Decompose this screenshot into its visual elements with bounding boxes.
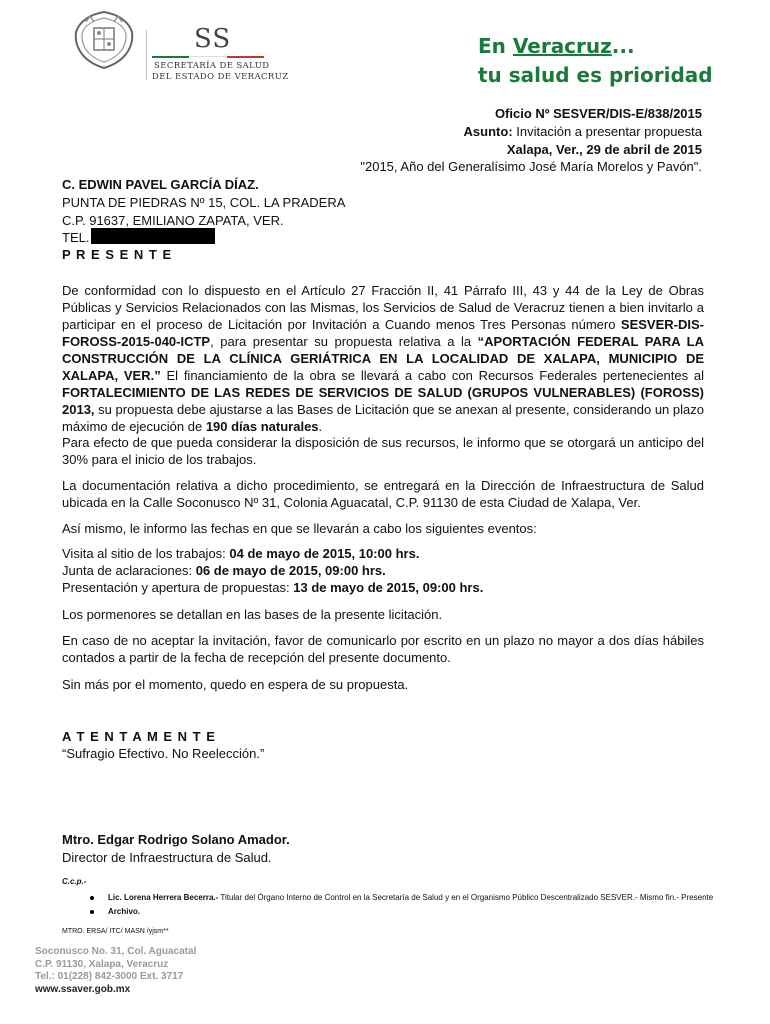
paragraph-1 xyxy=(62,282,704,435)
recipient-tel: TEL. xyxy=(62,230,90,245)
p1-d: su propuesta debe ajustarse a las Bases de Licitación que se anexan al presente, considerando un plazo máximo de ejecución de xyxy=(62,402,704,434)
p1-fondo: FORTALECIMIENTO DE LAS REDES DE SERVICIOS DE SALUD (GRUPOS VULNERABLES) (FOROSS) 2013, xyxy=(62,385,704,417)
bullet-icon xyxy=(90,910,94,914)
p1-c: El financiamiento de la obra se llevará a cabo con Recursos Federales pertenecientes al xyxy=(160,368,704,383)
tricolor-bar xyxy=(152,56,264,58)
recipient-name: C. EDWIN PAVEL GARCÍA DÍAZ. xyxy=(62,177,259,192)
asunto-label: Asunto: xyxy=(463,124,513,139)
slogan-line2: tu salud es prioridad xyxy=(478,63,713,87)
presente: P R E S E N T E xyxy=(62,247,173,262)
asunto xyxy=(464,124,702,139)
initials: MTRO. ERSA/ ITC/ MASN /yjsm** xyxy=(62,928,169,935)
year-legend: "2015, Año del Generalísimo José María Morelos y Pavón". xyxy=(360,159,702,174)
recipient-address1: PUNTA DE PIEDRAS Nº 15, COL. LA PRADERA xyxy=(62,195,346,210)
event-1 xyxy=(62,546,419,561)
paragraph-7: Sin más por el momento, quedo en espera de su propuesta. xyxy=(62,677,409,692)
event-1-value: 04 de mayo de 2015, 10:00 hrs. xyxy=(229,546,420,561)
redaction-block xyxy=(91,228,215,244)
footer-phone: Tel.: 01(228) 842-3000 Ext. 3717 xyxy=(35,971,184,982)
paragraph-5: Los pormenores se detallan en las bases de la presente licitación. xyxy=(62,607,443,622)
paragraph-4: Así mismo, le informo las fechas en que se llevarán a cabo los siguientes eventos: xyxy=(62,521,537,536)
event-1-label: Visita al sitio de los trabajos: xyxy=(62,546,230,561)
p1-number: SESVER-DIS-FOROSS-2015-040-ICTP xyxy=(62,317,704,349)
paragraph-3: La documentación relativa a dicho procedimiento, se entregará en la Dirección de Infraestructura de Salud ubicada en la Calle Soconusco Nº 31, Colonia Aguacatal, C.P. 91130 de esta Ciudad de Xalapa, Ver. xyxy=(62,478,704,510)
slogan-veracruz: Veracruz xyxy=(512,34,612,58)
ccp-item-1-name: Lic. Lorena Herrera Becerra.- xyxy=(108,893,219,902)
footer-address1: Soconusco No. 31, Col. Aguacatal xyxy=(35,946,197,957)
paragraph-6: En caso de no aceptar la invitación, favor de comunicarlo por escrito en un plazo no mayor a dos días hábiles contados a partir de la fecha de recepción del presente documento. xyxy=(62,633,704,665)
ccp-label: C.c.p.- xyxy=(62,877,87,886)
slogan-suffix: ... xyxy=(611,34,635,58)
event-3-label: Presentación y apertura de propuestas: xyxy=(62,580,294,595)
ccp-item-1 xyxy=(90,893,713,902)
p1-a: De conformidad con lo dispuesto en el Artículo 27 Fracción II, 41 Párrafo III, 43 y 44 de la Ley de Obras Públicas y Servicios Relacionados con las Mismas, los Servicios de Salud de Veracruz tienen a bien invitarlo a participar en el proceso de Licitación por Invitación a Cuando menos Tres Personas número xyxy=(62,283,704,332)
ccp-item-2-text: Archivo. xyxy=(108,907,141,916)
bullet-icon xyxy=(90,896,94,900)
oficio-number: Oficio Nº SESVER/DIS-E/838/2015 xyxy=(494,106,702,121)
ccp-item-2 xyxy=(90,907,140,916)
event-3 xyxy=(62,580,483,595)
atentamente: A T E N T A M E N T E xyxy=(62,729,216,744)
veracruz-coat-of-arms-icon xyxy=(72,10,136,70)
asunto-text: Invitación a presentar propuesta xyxy=(512,124,702,139)
secretaria-line2: DEL ESTADO DE VERACRUZ xyxy=(152,72,289,82)
tricolor-white xyxy=(189,56,226,58)
lema: “Sufragio Efectivo. No Reelección.” xyxy=(62,746,265,761)
header-divider xyxy=(146,30,147,80)
tricolor-green xyxy=(152,56,189,58)
p1-plazo: 190 días naturales xyxy=(205,419,319,434)
p1-b: , para presentar su propuesta relativa a la xyxy=(210,334,478,349)
ccp-item-1-text: Titular del Órgano Interno de Control en la Secretaría de Salud y en el Organismo Público Descentralizado SESVER.- Mismo fin.- Presente xyxy=(218,893,714,902)
tricolor-red xyxy=(227,56,264,58)
footer-website[interactable]: www.ssaver.gob.mx xyxy=(35,984,131,995)
event-3-value: 13 de mayo de 2015, 09:00 hrs. xyxy=(293,580,484,595)
p1-obra: “APORTACIÓN FEDERAL PARA LA CONSTRUCCIÓN DE LA CLÍNICA GERIÁTRICA EN LA LOCALIDAD DE XALAPA, MUNICIPIO DE XALAPA, VER.” xyxy=(62,334,704,383)
recipient-address2: C.P. 91637, EMILIANO ZAPATA, VER. xyxy=(62,213,284,228)
event-2-label: Junta de aclaraciones: xyxy=(62,563,196,578)
p1-e: . xyxy=(318,419,323,434)
event-2-value: 06 de mayo de 2015, 09:00 hrs. xyxy=(195,563,386,578)
slogan-line1 xyxy=(478,34,635,58)
place-date: Xalapa, Ver., 29 de abril de 2015 xyxy=(506,142,702,157)
paragraph-2: Para efecto de que pueda considerar la disposición de sus recursos, le informo que se otorgará un anticipo del 30% para el inicio de los trabajos. xyxy=(62,435,704,467)
ss-logo: SS xyxy=(194,24,232,54)
signer-name: Mtro. Edgar Rodrigo Solano Amador. xyxy=(62,832,290,847)
secretaria-line1: SECRETARÍA DE SALUD xyxy=(154,61,270,71)
footer-address2: C.P. 91130, Xalapa, Veracruz xyxy=(35,959,169,970)
slogan-prefix: En xyxy=(478,34,513,58)
event-2 xyxy=(62,563,386,578)
signer-title: Director de Infraestructura de Salud. xyxy=(62,850,272,865)
